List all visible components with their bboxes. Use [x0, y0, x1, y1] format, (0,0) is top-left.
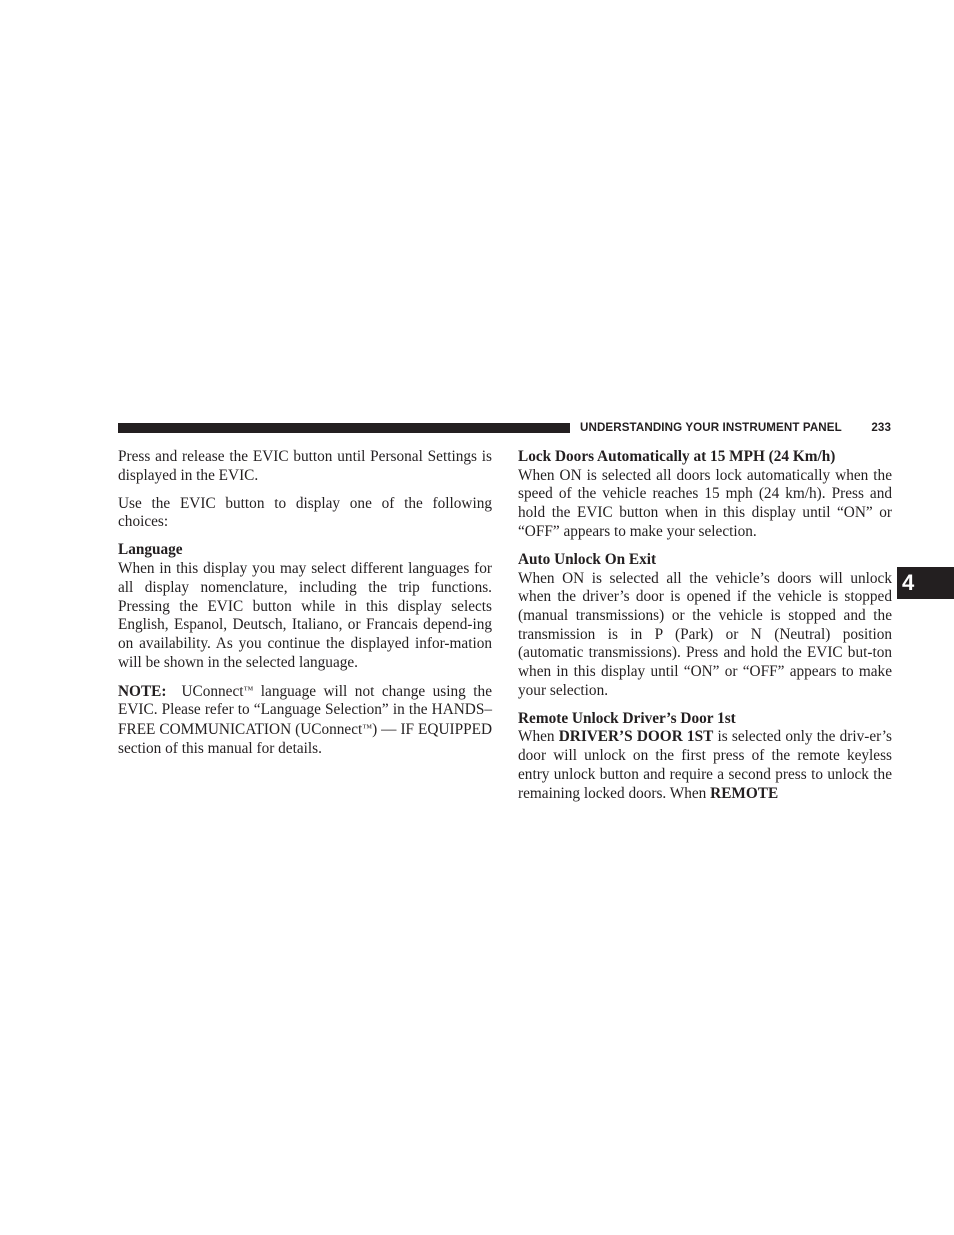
running-header: [580, 419, 891, 437]
note-text-b: language will not change using the EVIC. Please refer to “Language Selection” in the HANDS–FREE COMMUNICATION (UConnect: [118, 682, 492, 739]
note-text-c: ) — IF EQUIPPED section of this manual for details.: [118, 721, 492, 757]
remote-unlock-text-a: When: [518, 728, 559, 746]
section-title: UNDERSTANDING YOUR INSTRUMENT PANEL: [580, 421, 842, 434]
lock-doors-body: When ON is selected all doors lock automatically when the speed of the vehicle reaches 15 mph (24 km/h). Press and hold the EVIC button when in this display until “ON” or “OFF” appears to make your selection.: [518, 466, 892, 540]
remote-unlock-body: [518, 728, 892, 803]
auto-unlock-heading: Auto Unlock On Exit: [518, 550, 657, 568]
language-body: When in this display you may select different languages for all display nomenclature, including the trip functions. Pressing the EVIC button while in this display selects English, Espanol, Deutsch, Italiano, or Francais depend-ing on availability. As you continue the displayed infor-mation will be shown in the selected language.: [118, 560, 492, 671]
page-number: 233: [871, 421, 891, 434]
remote-term: REMOTE: [710, 784, 779, 802]
chapter-tab: 4: [897, 567, 954, 599]
language-heading: Language: [118, 541, 183, 559]
remote-unlock-heading: Remote Unlock Driver’s Door 1st: [518, 709, 736, 727]
remote-unlock-text-b: is selected only the driv-er’s door will unlock on the first press of the remote keyless entry unlock button and require a second press to unlock the remaining locked doors. When: [518, 728, 892, 802]
choices-paragraph: Use the EVIC button to display one of the following choices:: [118, 494, 492, 531]
note-label: NOTE:: [118, 682, 167, 700]
left-column: [118, 448, 492, 768]
note-paragraph: [118, 682, 492, 759]
note-text-a: UConnect: [181, 682, 244, 700]
header-rule: [118, 423, 570, 433]
auto-unlock-body: When ON is selected all the vehicle’s doors will unlock when the driver’s door is opened if the vehicle is stopped (manual transmissions) or the vehicle is stopped and the transmission is in P (Park) or N (Neutral) position (automatic transmissions). Press and hold the EVIC but-ton when in this display until “ON” or “OFF” appears to make your selection.: [518, 569, 892, 699]
lock-doors-heading: Lock Doors Automatically at 15 MPH (24 Km/h): [518, 448, 836, 465]
driver-door-term: DRIVER’S DOOR 1ST: [558, 728, 714, 746]
trademark-symbol: ™: [362, 723, 373, 735]
intro-paragraph: Press and release the EVIC button until Personal Settings is displayed in the EVIC.: [118, 448, 492, 484]
right-column: [518, 448, 892, 813]
trademark-symbol: ™: [243, 684, 254, 696]
